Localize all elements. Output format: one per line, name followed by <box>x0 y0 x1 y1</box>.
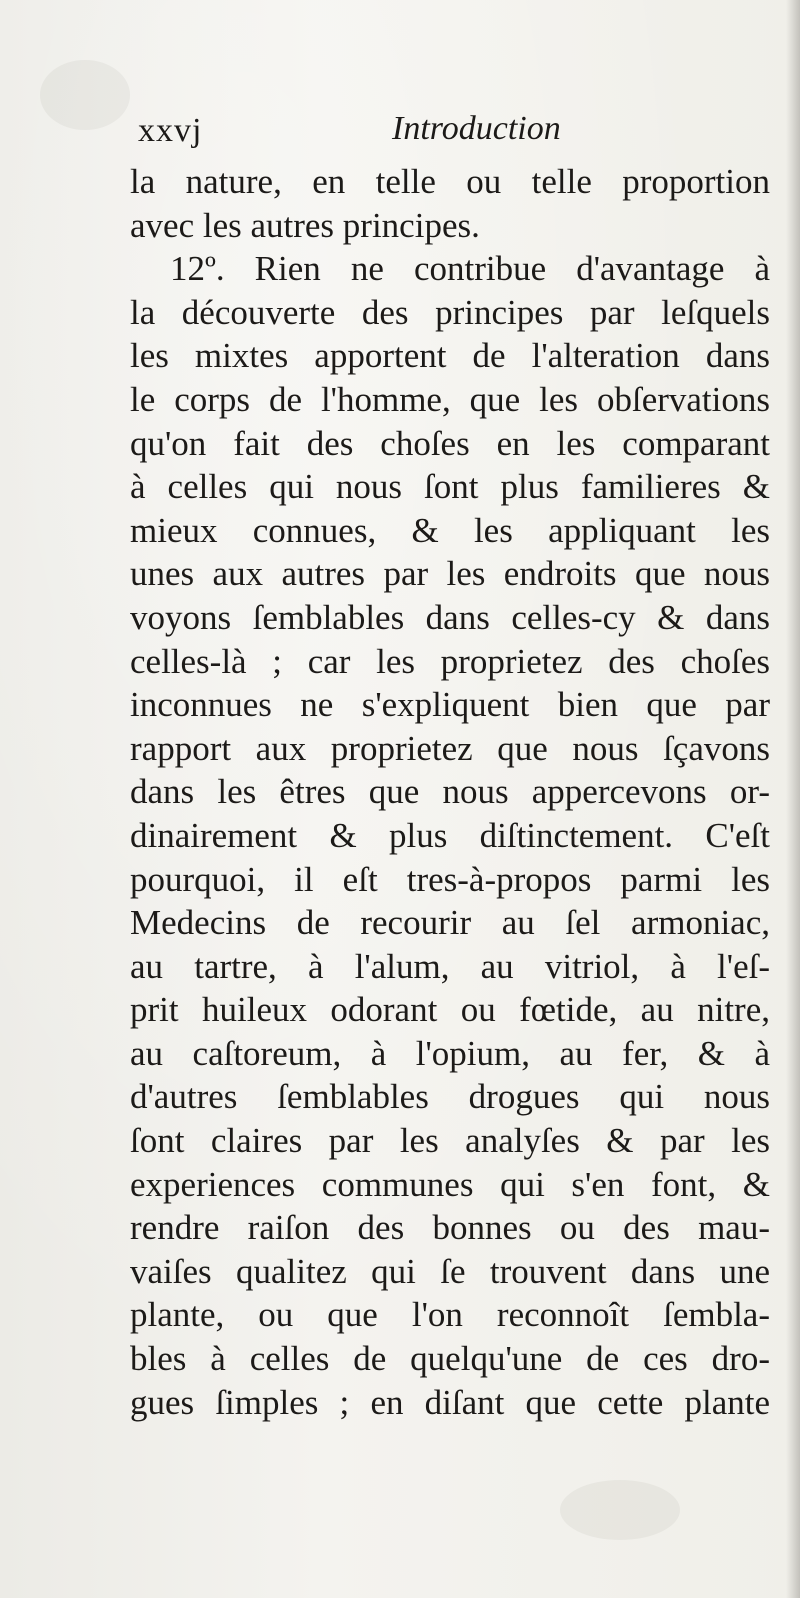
text-line: pourquoi, il eſt tres-à-propos parmi les <box>130 859 770 899</box>
text-line: celles-là ; car les proprietez des choſes <box>130 641 770 681</box>
text-line: mieux connues, & les appliquant les <box>130 510 770 550</box>
text-line: les mixtes apportent de l'alteration dans <box>130 336 770 376</box>
text-line: gues ſimples ; en diſant que cette plante <box>130 1382 770 1422</box>
text-line: au caſtoreum, à l'opium, au fer, & à <box>130 1033 770 1073</box>
text-line: Medecins de recourir au ſel armoniac, <box>130 903 770 943</box>
text-line: avec les autres principes. <box>130 205 480 245</box>
text-line: dinairement & plus diſtinctement. C'eſt <box>130 815 770 855</box>
text-line: le corps de l'homme, que les obſervations <box>130 379 770 419</box>
text-line: plante, ou que l'on reconnoît ſembla- <box>130 1295 770 1335</box>
text-line: ſont claires par les analyſes & par les <box>130 1121 770 1161</box>
page-number: xxvj <box>138 112 203 149</box>
text-line: dans les êtres que nous appercevons or- <box>130 772 770 812</box>
text-line: inconnues ne s'expliquent bien que par <box>130 685 770 725</box>
paper-stain <box>40 60 130 130</box>
text-line: bles à celles de quelqu'une de ces dro- <box>130 1339 770 1379</box>
text-line: à celles qui nous ſont plus familieres & <box>130 467 770 507</box>
text-line: vaiſes qualitez qui ſe trouvent dans une <box>130 1251 770 1291</box>
text-line: la découverte des principes par leſquels <box>130 292 770 332</box>
text-line: au tartre, à l'alum, au vitriol, à l'eſ- <box>130 946 770 986</box>
text-line: rendre raiſon des bonnes ou des mau- <box>130 1208 770 1248</box>
paper-stain <box>560 1480 680 1540</box>
page-edge-shadow <box>786 0 800 1598</box>
text-line: unes aux autres par les endroits que nous <box>130 554 770 594</box>
text-line: 12º. Rien ne contribue d'avantage à <box>170 249 770 289</box>
text-line: rapport aux proprietez que nous ſçavons <box>130 728 770 768</box>
running-head <box>130 108 770 158</box>
running-title: Introduction <box>392 110 561 147</box>
text-line: voyons ſemblables dans celles-cy & dans <box>130 597 770 637</box>
text-line: d'autres ſemblables drogues qui nous <box>130 1077 770 1117</box>
text-line: experiences communes qui s'en font, & <box>130 1164 770 1204</box>
text-line: qu'on fait des choſes en les comparant <box>130 423 770 463</box>
text-line: la nature, en telle ou telle proportion <box>130 162 770 201</box>
text-line: prit huileux odorant ou fœtide, au nitre, <box>130 990 770 1030</box>
body-text <box>130 160 770 1424</box>
